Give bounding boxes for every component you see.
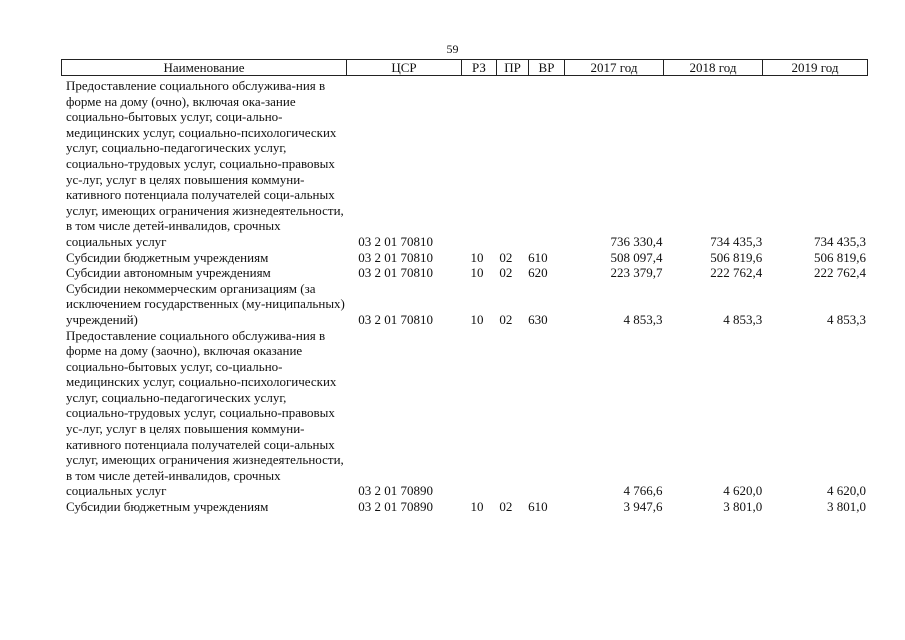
row-2017: 223 379,7: [610, 265, 663, 281]
row-csr: 03 2 01 70890: [358, 499, 434, 515]
row-2019: 222 762,4: [813, 265, 866, 281]
row-2019: 734 435,3: [813, 233, 866, 249]
col-header-rz: РЗ: [462, 60, 497, 75]
table-row: [66, 328, 866, 500]
row-2019: 3 801,0: [826, 499, 866, 515]
row-csr: 03 2 01 70810: [358, 249, 434, 265]
row-pr: 02: [499, 265, 513, 281]
col-header-2017: 2017 год: [565, 60, 664, 75]
row-2017: 3 947,6: [623, 499, 663, 515]
row-vr: 610: [528, 249, 548, 265]
row-pr: 02: [499, 249, 513, 265]
row-rz: 10: [470, 265, 484, 281]
col-header-name: Наименование: [62, 60, 347, 75]
row-pr: 02: [499, 311, 513, 327]
row-vr: 630: [528, 311, 548, 327]
row-name: Предоставление социального обслужива-ния в форме на дому (очно), включая ока-зание социально-бытовых услуг, соци-ально-медицинских услуг, социально-психологических услуг, социально-педагогических услуг, социально-трудовых услуг, социально-правовых ус-луг, услуг в целях повышения коммуни-кативного потенциала получателей соци-альных услуг, имеющих ограничения жизнедеятельности, в том числе детей-инвалидов, срочных социальных услуг: [66, 78, 344, 249]
row-2017: 508 097,4: [610, 249, 663, 265]
table-row: [66, 78, 866, 250]
row-2017: 736 330,4: [610, 233, 663, 249]
row-2018: 506 819,6: [710, 249, 763, 265]
col-header-csr: ЦСР: [347, 60, 462, 75]
row-2018: 3 801,0: [723, 499, 763, 515]
table-row: [66, 281, 866, 328]
row-rz: 10: [470, 499, 484, 515]
table-row: [66, 499, 866, 515]
row-rz: 10: [470, 249, 484, 265]
row-name: Субсидии автономным учреждениям: [66, 265, 271, 281]
row-2018: 4 853,3: [723, 311, 763, 327]
row-2017: 4 766,6: [623, 483, 663, 499]
row-2019: 4 853,3: [826, 311, 866, 327]
table-row: [66, 250, 866, 266]
row-name: Субсидии бюджетным учреждениям: [66, 499, 269, 515]
row-rz: 10: [470, 311, 484, 327]
row-csr: 03 2 01 70810: [358, 265, 434, 281]
row-2018: 4 620,0: [723, 483, 763, 499]
row-name: Субсидии бюджетным учреждениям: [66, 249, 269, 265]
row-vr: 610: [528, 499, 548, 515]
row-csr: 03 2 01 70810: [358, 233, 434, 249]
table-row: [66, 265, 866, 281]
row-name: Субсидии некоммерческим организациям (за исключением государственных (му-ниципальных) учреждений): [66, 280, 345, 327]
table-body: [66, 78, 866, 515]
col-header-pr: ПР: [497, 60, 529, 75]
col-header-2019: 2019 год: [791, 60, 839, 75]
row-name: Предоставление социального обслужива-ния в форме на дому (заочно), включая оказание социально-бытовых услуг, со-циально-медицинских услуг, социально-психологических услуг, социально-педагогических услуг, социально-трудовых услуг, социально-правовых ус-луг, услуг в целях повышения коммуни-кативного потенциала получателей соци-альных услуг, имеющих ограничения жизнедеятельности, в том числе детей-инвалидов, срочных социальных услуг: [66, 327, 344, 499]
row-pr: 02: [499, 499, 513, 515]
table-header: [61, 59, 868, 76]
row-2019: 506 819,6: [813, 249, 866, 265]
row-csr: 03 2 01 70810: [358, 311, 434, 327]
row-2018: 734 435,3: [710, 233, 763, 249]
row-2019: 4 620,0: [826, 483, 866, 499]
row-vr: 620: [528, 265, 548, 281]
row-2018: 222 762,4: [710, 265, 763, 281]
col-header-2018: 2018 год: [664, 60, 763, 75]
col-header-vr: ВР: [529, 60, 565, 75]
row-csr: 03 2 01 70890: [358, 483, 434, 499]
page-number: 59: [446, 42, 459, 56]
row-2017: 4 853,3: [623, 311, 663, 327]
